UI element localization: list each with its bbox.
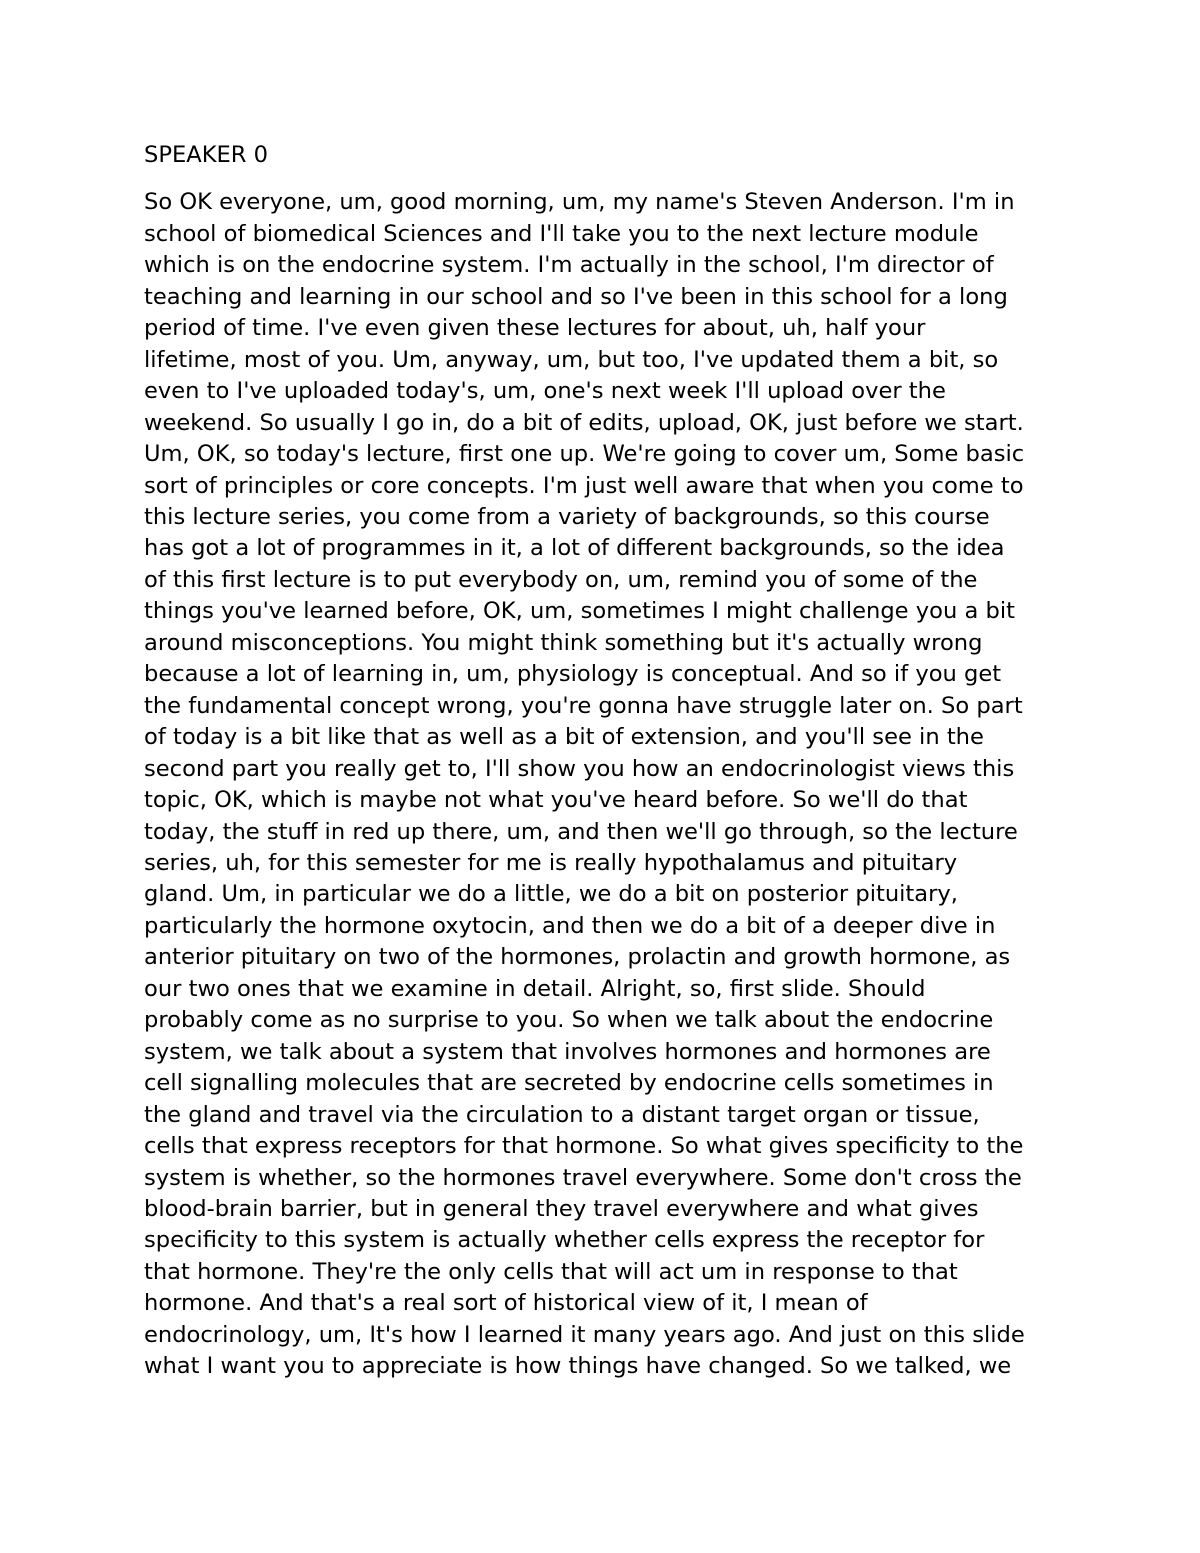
transcript-line: system is whether, so the hormones travel everywhere. Some don't cross the [144,1164,1022,1191]
transcript-line: specificity to this system is actually whether cells express the receptor for [144,1227,985,1254]
transcript-line: endocrinology, um, It's how I learned it many years ago. And just on this slide [144,1321,1025,1348]
transcript-line: which is on the endocrine system. I'm actually in the school, I'm director of [144,252,994,279]
transcript-paragraph [144,187,1059,1382]
transcript-line: second part you really get to, I'll show you how an endocrinologist views this [144,755,1015,782]
speaker-label: SPEAKER 0 [144,142,269,168]
transcript-line: even to I've uploaded today's, um, one's next week I'll upload over the [144,378,946,405]
transcript-line: cells that express receptors for that hormone. So what gives specificity to the [144,1133,1024,1160]
transcript-line: around misconceptions. You might think something but it's actually wrong [144,629,983,656]
transcript-line: the gland and travel via the circulation to a distant target organ or tissue, [144,1101,980,1128]
transcript-body [144,140,1059,1383]
transcript-line: our two ones that we examine in detail. Alright, so, first slide. Should [144,975,926,1002]
transcript-line: this lecture series, you come from a variety of backgrounds, so this course [144,503,990,530]
transcript-line: anterior pituitary on two of the hormones, prolactin and growth hormone, as [144,944,1011,971]
transcript-line: system, we talk about a system that involves hormones and hormones are [144,1038,991,1065]
transcript-line: sort of principles or core concepts. I'm just well aware that when you come to [144,472,1024,499]
transcript-line: teaching and learning in our school and so I've been in this school for a long [144,283,1008,310]
transcript-line: today, the stuff in red up there, um, and then we'll go through, so the lecture [144,818,1018,845]
transcript-line: has got a lot of programmes in it, a lot of different backgrounds, so the idea [144,535,1005,562]
transcript-line: that hormone. They're the only cells that will act um in response to that [144,1258,958,1285]
transcript-line: blood-brain barrier, but in general they travel everywhere and what gives [144,1195,979,1222]
transcript-line: So OK everyone, um, good morning, um, my name's Steven Anderson. I'm in [144,189,1015,216]
transcript-line: topic, OK, which is maybe not what you've heard before. So we'll do that [144,787,968,814]
transcript-line: period of time. I've even given these lectures for about, uh, half your [144,315,926,342]
transcript-line: probably come as no surprise to you. So when we talk about the endocrine [144,1007,994,1034]
transcript-line: what I want you to appreciate is how things have changed. So we talked, we [144,1353,1012,1380]
transcript-line: of this first lecture is to put everybody on, um, remind you of some of the [144,566,978,593]
transcript-line: the fundamental concept wrong, you're gonna have struggle later on. So part [144,692,1023,719]
transcript-line: school of biomedical Sciences and I'll take you to the next lecture module [144,220,979,247]
transcript-line: weekend. So usually I go in, do a bit of edits, upload, OK, just before we start. [144,409,1024,436]
transcript-line: things you've learned before, OK, um, sometimes I might challenge you a bit [144,598,1015,625]
transcript-line: particularly the hormone oxytocin, and then we do a bit of a deeper dive in [144,912,996,939]
transcript-line: gland. Um, in particular we do a little, we do a bit on posterior pituitary, [144,881,958,908]
transcript-line: of today is a bit like that as well as a bit of extension, and you'll see in the [144,724,984,751]
transcript-line: because a lot of learning in, um, physiology is conceptual. And so if you get [144,661,1002,688]
transcript-line: series, uh, for this semester for me is really hypothalamus and pituitary [144,849,958,876]
transcript-line: lifetime, most of you. Um, anyway, um, but too, I've updated them a bit, so [144,346,999,373]
transcript-line: cell signalling molecules that are secreted by endocrine cells sometimes in [144,1070,994,1097]
transcript-line: Um, OK, so today's lecture, first one up. We're going to cover um, Some basic [144,441,1025,468]
transcript-line: hormone. And that's a real sort of historical view of it, I mean of [144,1290,868,1317]
